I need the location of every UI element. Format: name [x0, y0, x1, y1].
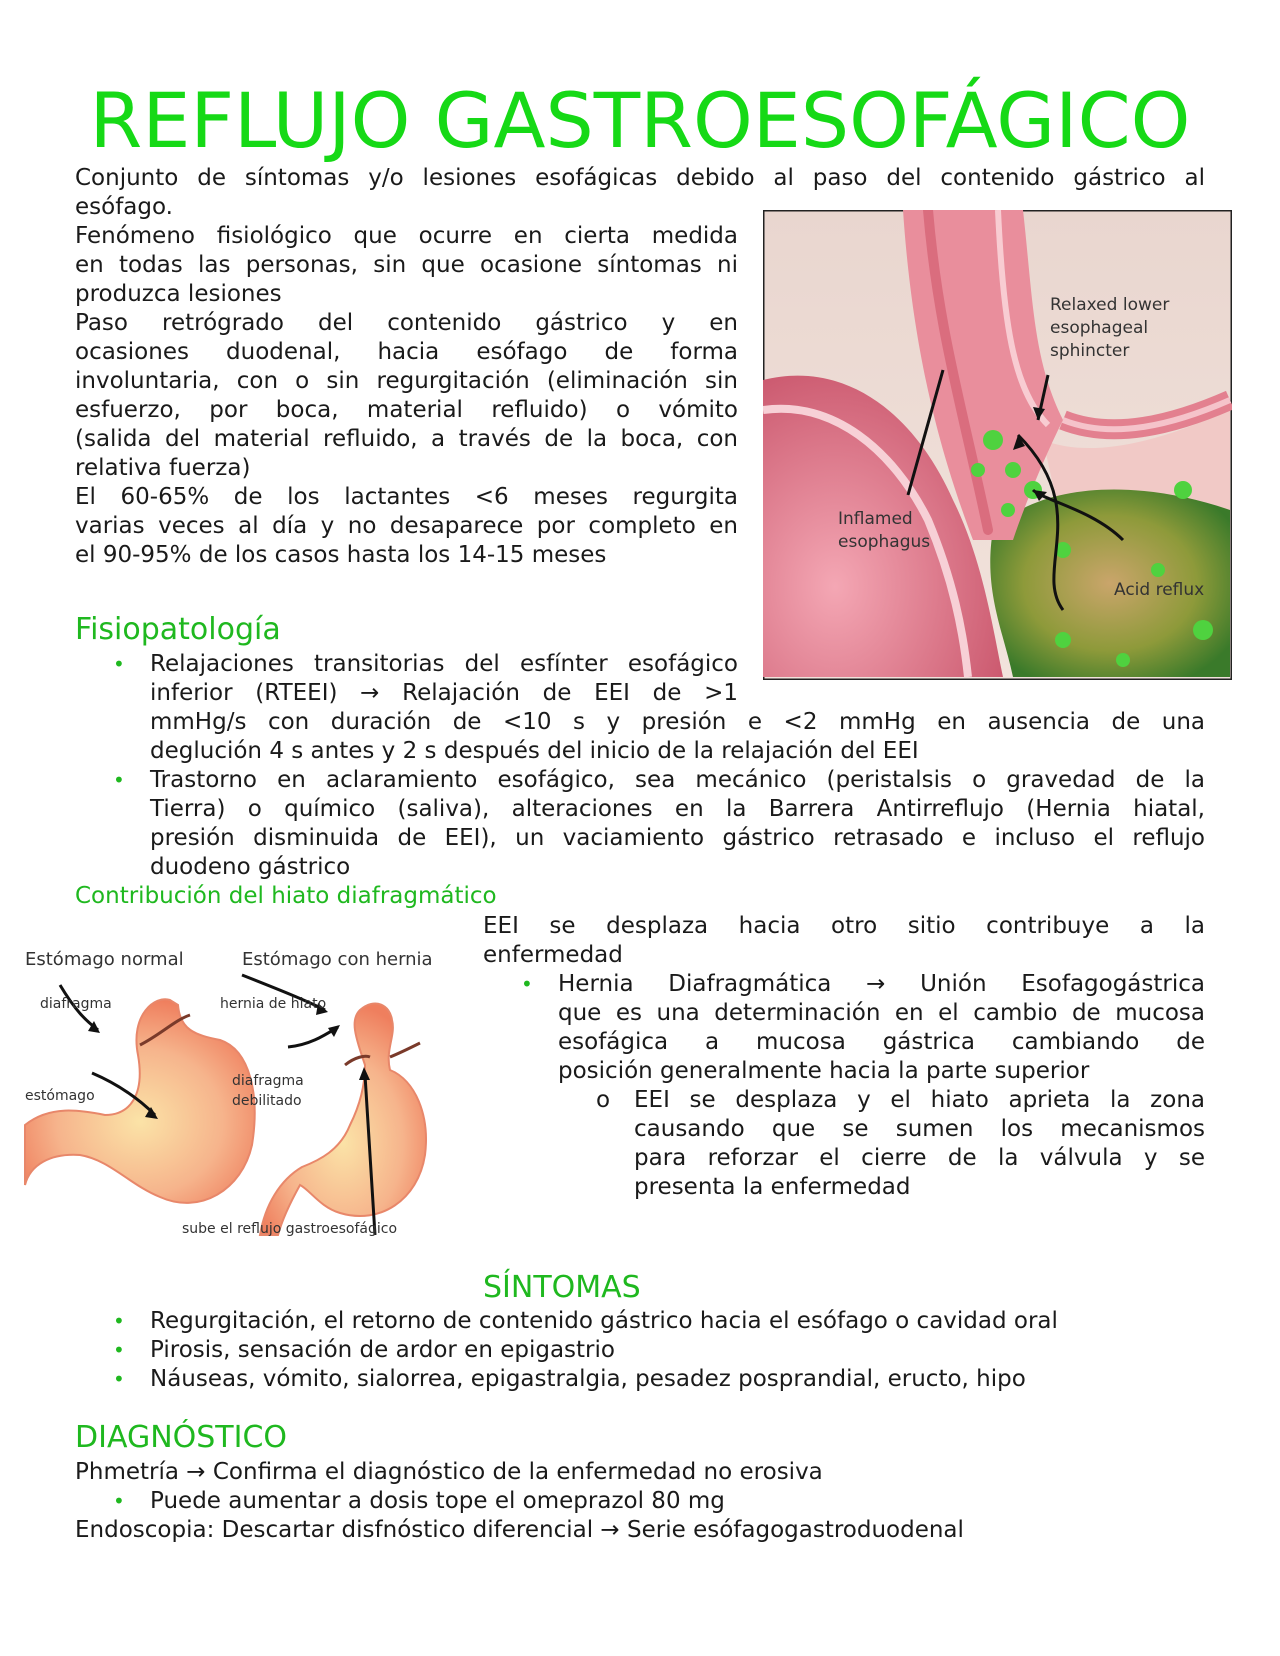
heading-hiato: Contribución del hiato diafragmático [75, 883, 497, 909]
diagnostico-text [75, 1458, 1205, 1545]
text-line: Fenómeno fisiológico que ocurre en cierta medida [75, 223, 738, 249]
intro-line: Conjunto de síntomas y/o lesiones esofágicas debido al paso del contenido gástrico al [75, 165, 1205, 191]
label-normal-title: Estómago normal [25, 949, 184, 970]
heading-sintomas: SÍNTOMAS [483, 1270, 641, 1305]
list-item [75, 766, 1205, 882]
reflux-illustration-svg [763, 210, 1232, 680]
hiato-text [483, 912, 1205, 1202]
text-line: para reforzar el cierre de la válvula y se [634, 1145, 1205, 1171]
text-line: Relajaciones transitorias del esfínter esofágico [150, 651, 738, 677]
hernia-illustration [20, 935, 460, 1250]
bullet-icon: • [113, 652, 125, 676]
text-line: EEI se desplaza hacia otro sitio contribuye a la [483, 913, 1205, 939]
text-line: presenta la enfermedad [634, 1174, 911, 1200]
label-hernia-title: Estómago con hernia [242, 949, 433, 970]
text-line: inferior (RTEEI) → Relajación de EEI de >1 [150, 680, 738, 706]
sub-bullet-icon: o [596, 1087, 611, 1113]
text-line: esfuerzo, por boca, material refluido) o vómito [75, 397, 738, 423]
bullet-icon: • [521, 972, 533, 996]
text-line: varias veces al día y no desaparece por completo en [75, 513, 738, 539]
text-line: en todas las personas, sin que ocasione síntomas ni [75, 252, 738, 278]
text-line: el 90-95% de los casos hasta los 14-15 meses [75, 542, 607, 568]
label-inflamed: esophagus [838, 532, 931, 552]
sintomas-list [75, 1307, 1205, 1394]
label-les: sphincter [1050, 341, 1130, 361]
list-item [75, 1487, 1205, 1516]
text-line: Endoscopia: Descartar disfnóstico diferencial → Serie esófagogastroduodenal [75, 1517, 964, 1543]
text-line: deglución 4 s antes y 2 s después del inicio de la relajación del EEI [150, 738, 919, 764]
label-inflamed: Inflamed [838, 509, 913, 529]
label-estomago: estómago [25, 1088, 95, 1104]
text-line: causando que se sumen los mecanismos [634, 1116, 1205, 1142]
label-hernia-de-hiato: hernia de hiato [220, 996, 327, 1012]
bullet-icon: • [113, 768, 125, 792]
text-line: produzca lesiones [75, 281, 282, 307]
text-line: mmHg/s con duración de <10 s y presión e <2 mmHg en ausencia de una [150, 709, 1205, 735]
text-line: posición generalmente hacia la parte superior [558, 1058, 1090, 1084]
label-diafragma: diafragma [40, 996, 112, 1012]
intro-paragraphs [75, 222, 738, 570]
label-diafragma-debilitado: diafragma [232, 1073, 304, 1089]
sintoma-text: Náuseas, vómito, sialorrea, epigastralgia, pesadez posprandial, eructo, hipo [150, 1366, 1026, 1392]
sintoma-text: Regurgitación, el retorno de contenido gástrico hacia el esófago o cavidad oral [150, 1308, 1058, 1334]
list-item [483, 970, 1205, 1202]
diagnostico-bullet-text: Puede aumentar a dosis tope el omeprazol 80 mg [150, 1488, 725, 1514]
sintoma-text: Pirosis, sensación de ardor en epigastrio [150, 1337, 615, 1363]
text-line: presión disminuida de EEI), un vaciamiento gástrico retrasado e incluso el reflujo [150, 825, 1205, 851]
bullet-icon: • [113, 1489, 125, 1513]
hernia-illustration-svg [20, 935, 460, 1250]
list-item [75, 650, 1205, 766]
label-acid-reflux: Acid reflux [1114, 580, 1205, 600]
fisiopatologia-list [75, 650, 1205, 882]
text-line: Phmetría → Confirma el diagnóstico de la enfermedad no erosiva [75, 1459, 823, 1485]
intro-line: esófago. [75, 194, 173, 220]
text-line: Paso retrógrado del contenido gástrico y en [75, 310, 738, 336]
sub-list-item [558, 1086, 1205, 1202]
text-line: Trastorno en aclaramiento esofágico, sea mecánico (peristalsis o gravedad de la [150, 767, 1205, 793]
text-line: duodeno gástrico [150, 854, 351, 880]
text-line: que es una determinación en el cambio de mucosa [558, 1000, 1205, 1026]
page-title: REFLUJO GASTROESOFÁGICO [89, 76, 1191, 165]
text-line: enfermedad [483, 942, 623, 968]
text-line: esofágica a mucosa gástrica cambiando de [558, 1029, 1205, 1055]
text-line: (salida del material refluido, a través de la boca, con [75, 426, 738, 452]
heading-fisiopatologia: Fisiopatología [75, 612, 281, 647]
text-line: ocasiones duodenal, hacia esófago de forma [75, 339, 738, 365]
label-les: Relaxed lower [1050, 295, 1170, 315]
bullet-icon: • [113, 1309, 125, 1333]
list-item [75, 1365, 1205, 1394]
text-line: El 60-65% de los lactantes <6 meses regurgita [75, 484, 738, 510]
text-line: EEI se desplaza y el hiato aprieta la zona [634, 1087, 1205, 1113]
text-line: Tierra) o químico (saliva), alteraciones en la Barrera Antirreflujo (Hernia hiatal, [150, 796, 1205, 822]
bullet-icon: • [113, 1367, 125, 1391]
reflux-illustration [763, 210, 1232, 680]
text-line: Hernia Diafragmática → Unión Esofagogástrica [558, 971, 1205, 997]
label-les: esophageal [1050, 318, 1149, 338]
heading-diagnostico: DIAGNÓSTICO [75, 1420, 288, 1455]
list-item [75, 1307, 1205, 1336]
text-line: involuntaria, con o sin regurgitación (eliminación sin [75, 368, 738, 394]
bullet-icon: • [113, 1338, 125, 1362]
label-diafragma-debilitado: debilitado [232, 1093, 302, 1109]
list-item [75, 1336, 1205, 1365]
label-reflujo: sube el reflujo gastroesofágico [182, 1221, 398, 1237]
text-line: relativa fuerza) [75, 455, 251, 481]
